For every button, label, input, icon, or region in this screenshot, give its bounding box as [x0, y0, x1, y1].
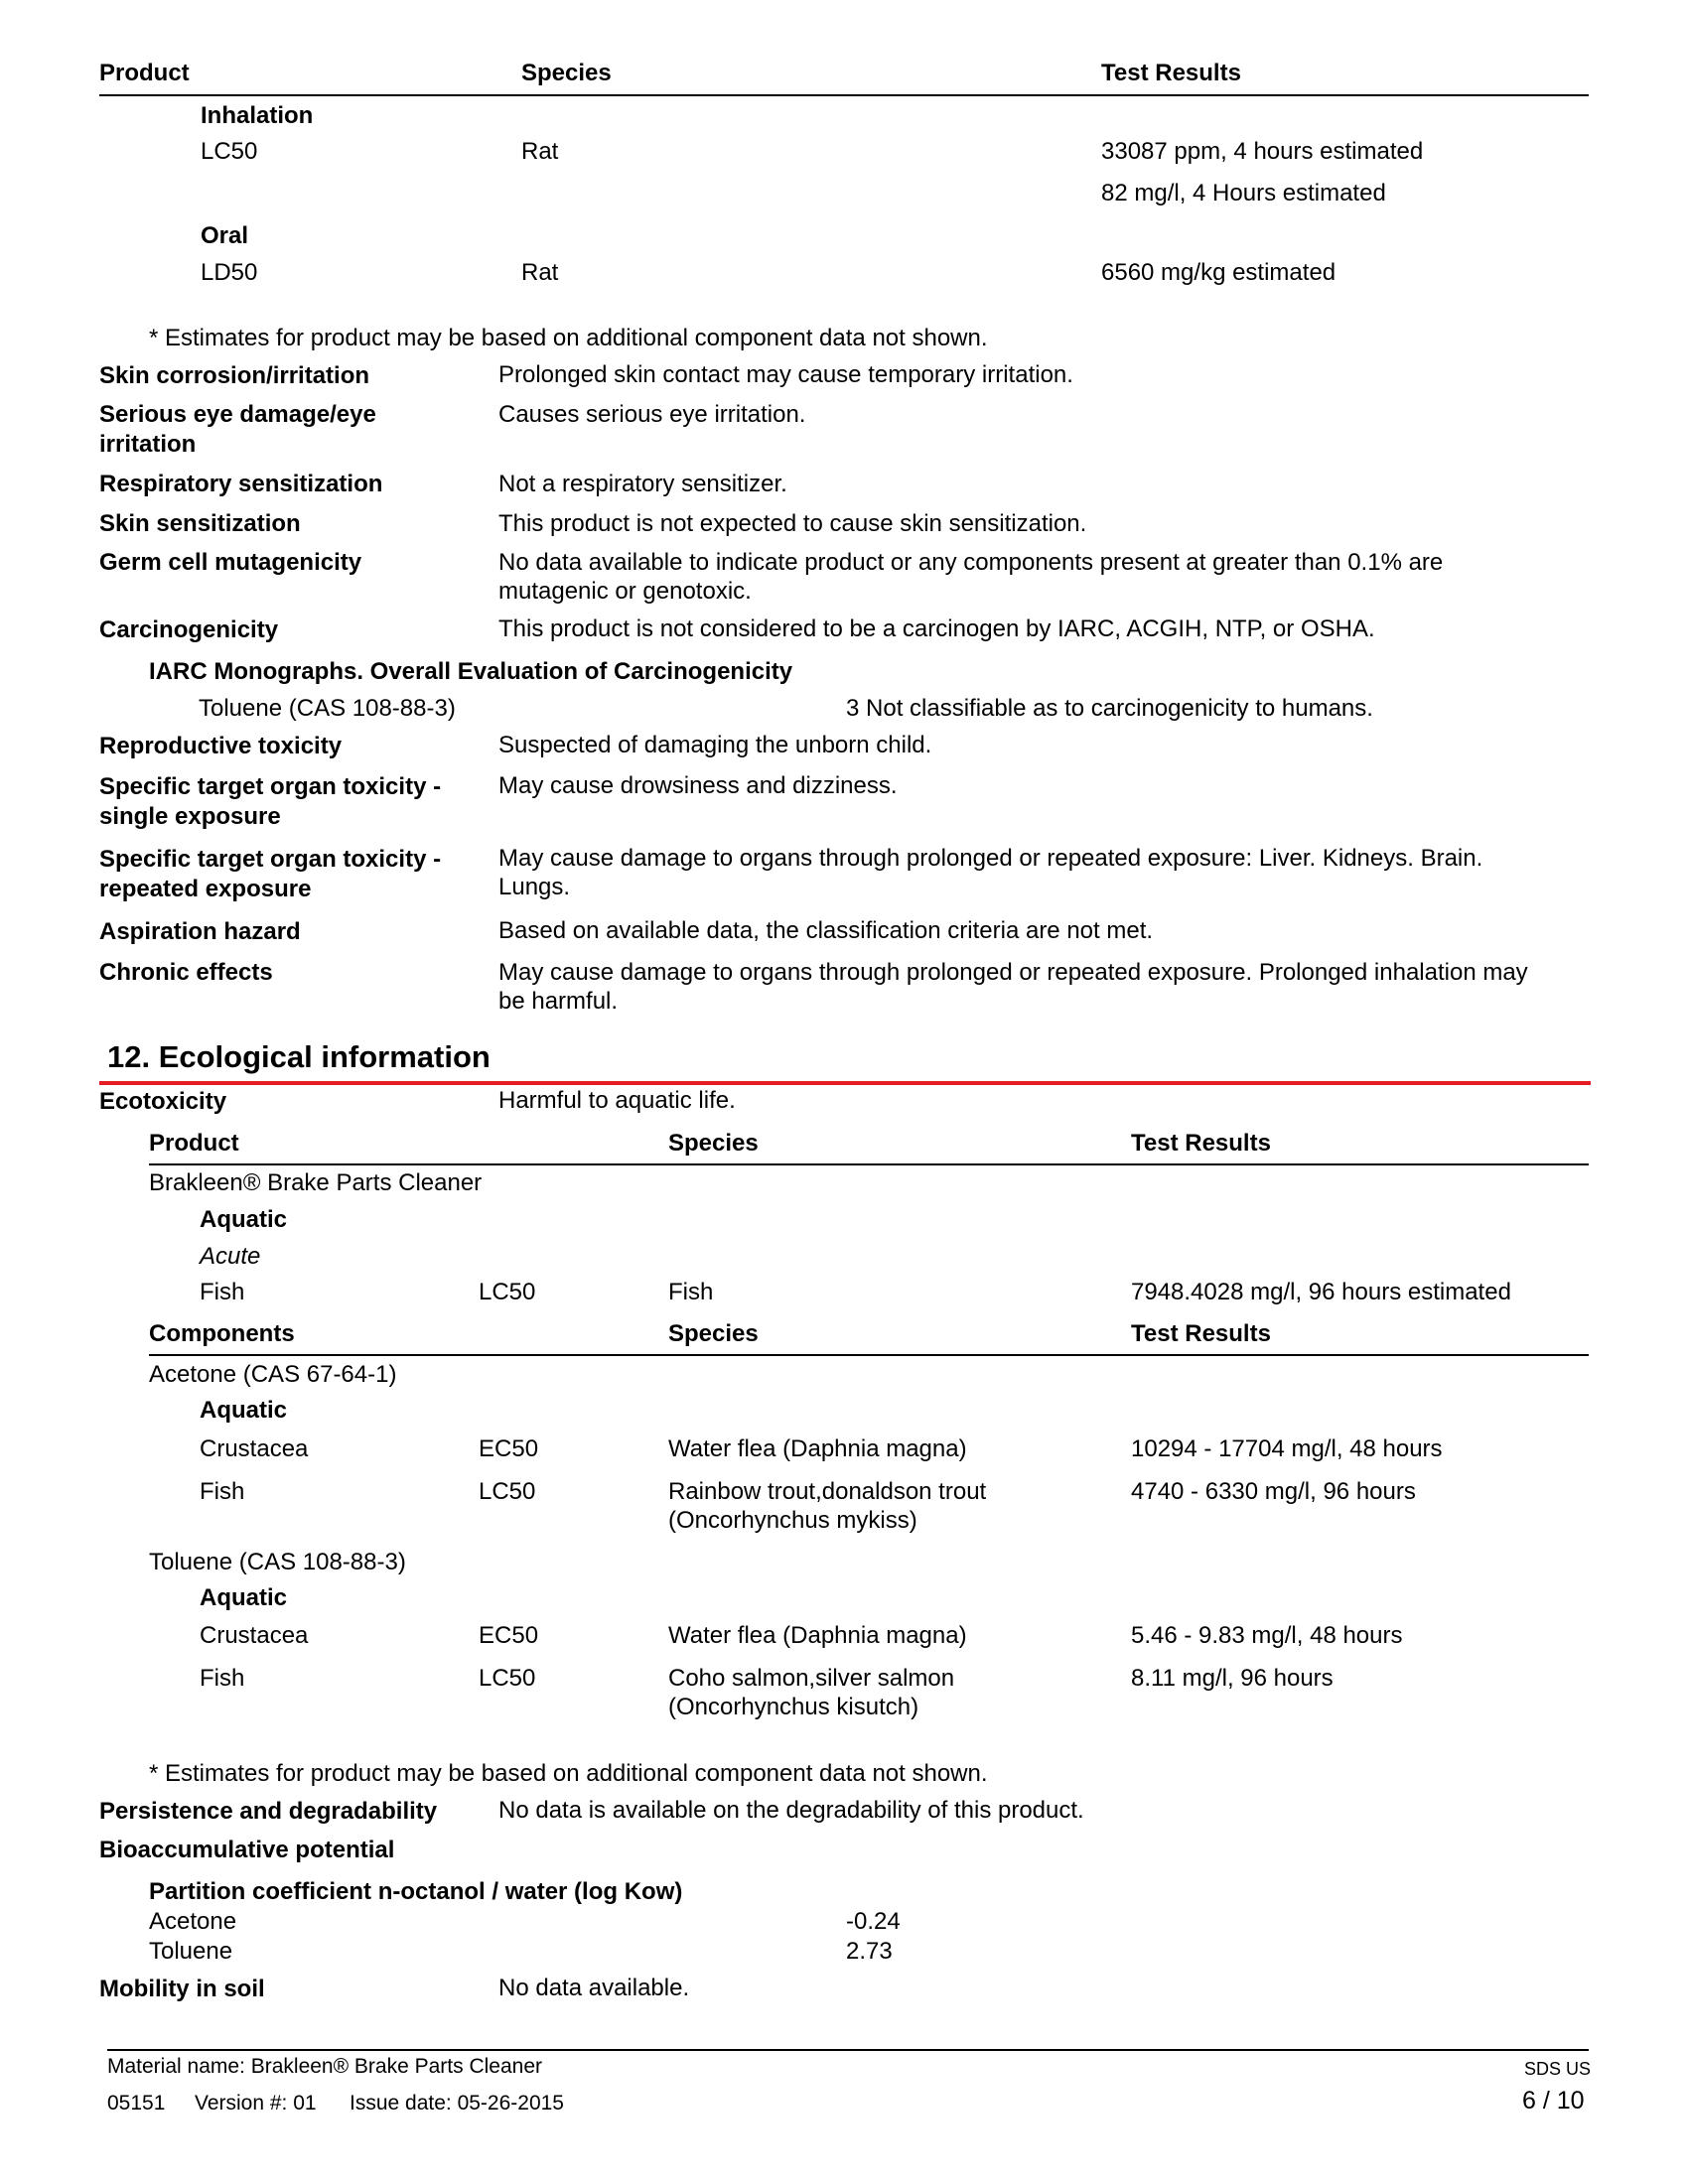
- tox-result-lc50-2: 82 mg/l, 4 Hours estimated: [1101, 180, 1386, 206]
- acetone-row-result: 10294 - 17704 mg/l, 48 hours: [1131, 1435, 1443, 1462]
- partition-toluene-label: Toluene: [149, 1938, 233, 1965]
- toluene-row-species: Coho salmon,silver salmon: [668, 1665, 955, 1692]
- acetone-row-species: Water flea (Daphnia magna): [668, 1435, 967, 1462]
- toluene-name: Toluene (CAS 108-88-3): [149, 1549, 406, 1575]
- repro-value: Suspected of damaging the unborn child.: [498, 732, 932, 758]
- toluene-aquatic: Aquatic: [200, 1584, 288, 1611]
- eco-product-test: LC50: [479, 1279, 536, 1305]
- mobility-label: Mobility in soil: [99, 1976, 265, 2002]
- acetone-row-species: Rainbow trout,donaldson trout: [668, 1478, 987, 1505]
- tox-route-oral: Oral: [201, 222, 249, 249]
- footer-rule: [107, 2049, 1589, 2051]
- eco-product-name: Brakleen® Brake Parts Cleaner: [149, 1169, 483, 1196]
- chronic-label: Chronic effects: [99, 959, 273, 986]
- tox-species-rat: Rat: [521, 138, 559, 165]
- carcinogenicity-value: This product is not considered to be a carcinogen by IARC, ACGIH, NTP, or OSHA.: [498, 615, 1375, 642]
- partition-acetone-label: Acetone: [149, 1908, 237, 1935]
- eco-comp-header-species: Species: [668, 1320, 759, 1347]
- aspiration-label: Aspiration hazard: [99, 918, 301, 945]
- tox-header-species: Species: [521, 60, 612, 86]
- acetone-row-species-latin: (Oncorhynchus mykiss): [668, 1507, 917, 1534]
- footer-material-name: Material name: Brakleen® Brake Parts Cleaner: [107, 2055, 542, 2078]
- eco-product-aquatic: Aquatic: [200, 1206, 288, 1233]
- toluene-row-organism: Fish: [200, 1665, 245, 1692]
- eye-damage-value: Causes serious eye irritation.: [498, 401, 806, 428]
- eco-product-acute: Acute: [200, 1243, 261, 1270]
- resp-sens-value: Not a respiratory sensitizer.: [498, 471, 787, 497]
- aspiration-value: Based on available data, the classification criteria are not met.: [498, 917, 1154, 944]
- ecotoxicity-value: Harmful to aquatic life.: [498, 1087, 736, 1114]
- ecotoxicity-label: Ecotoxicity: [99, 1088, 227, 1115]
- toluene-row-species-latin: (Oncorhynchus kisutch): [668, 1694, 919, 1720]
- carcinogenicity-label: Carcinogenicity: [99, 616, 279, 643]
- stot-single-value: May cause drowsiness and dizziness.: [498, 772, 898, 799]
- acetone-name: Acetone (CAS 67-64-1): [149, 1361, 397, 1388]
- persistence-label: Persistence and degradability: [99, 1798, 438, 1825]
- acetone-row-result: 4740 - 6330 mg/l, 96 hours: [1131, 1478, 1416, 1505]
- acetone-row-test: LC50: [479, 1478, 536, 1505]
- chronic-value-2: be harmful.: [498, 988, 619, 1015]
- germ-cell-value-1: No data available to indicate product or any components present at greater than 0.1% are: [498, 549, 1444, 576]
- germ-cell-label: Germ cell mutagenicity: [99, 549, 362, 576]
- resp-sens-label: Respiratory sensitization: [99, 471, 383, 497]
- acetone-aquatic: Aquatic: [200, 1397, 288, 1424]
- partition-acetone-value: -0.24: [846, 1908, 901, 1935]
- section-12-rule: [99, 1081, 1591, 1085]
- toluene-row-test: EC50: [479, 1622, 539, 1649]
- eco-header-test-results: Test Results: [1131, 1130, 1271, 1157]
- footer-page-number: 6 / 10: [1522, 2087, 1585, 2115]
- eco-header-species: Species: [668, 1130, 759, 1157]
- stot-single-label-1: Specific target organ toxicity -: [99, 773, 442, 800]
- toluene-row-organism: Crustacea: [200, 1622, 309, 1649]
- mobility-value: No data available.: [498, 1975, 690, 2001]
- eco-comp-header-test-results: Test Results: [1131, 1320, 1271, 1347]
- acetone-row-organism: Fish: [200, 1478, 245, 1505]
- tox-test-ld50: LD50: [201, 259, 258, 286]
- bioaccumulative-label: Bioaccumulative potential: [99, 1837, 395, 1863]
- footer-issue-date: Issue date: 05-26-2015: [350, 2092, 564, 2115]
- eco-components-header-rule: [149, 1354, 1589, 1356]
- eco-header-product: Product: [149, 1130, 239, 1157]
- acetone-row-test: EC50: [479, 1435, 539, 1462]
- stot-repeated-label-2: repeated exposure: [99, 876, 312, 902]
- stot-single-label-2: single exposure: [99, 803, 281, 830]
- iarc-heading: IARC Monographs. Overall Evaluation of Carcinogenicity: [149, 658, 793, 685]
- eco-product-organism: Fish: [200, 1279, 245, 1305]
- chronic-value-1: May cause damage to organs through prolonged or repeated exposure. Prolonged inhalation may: [498, 959, 1528, 986]
- stot-repeated-value-1: May cause damage to organs through prolonged or repeated exposure: Liver. Kidneys. Brain.: [498, 845, 1483, 872]
- stot-repeated-label-1: Specific target organ toxicity -: [99, 846, 442, 873]
- eco-header-components: Components: [149, 1320, 295, 1347]
- skin-sens-label: Skin sensitization: [99, 510, 301, 537]
- toluene-row-result: 8.11 mg/l, 96 hours: [1131, 1665, 1334, 1692]
- skin-sens-value: This product is not expected to cause skin sensitization.: [498, 510, 1087, 537]
- tox-route-inhalation: Inhalation: [201, 102, 314, 129]
- tox-species-rat-oral: Rat: [521, 259, 559, 286]
- acetone-row-organism: Crustacea: [200, 1435, 309, 1462]
- eye-damage-label-2: irritation: [99, 431, 197, 458]
- partition-heading: Partition coefficient n-octanol / water (log Kow): [149, 1878, 683, 1905]
- tox-result-ld50: 6560 mg/kg estimated: [1101, 259, 1336, 286]
- eco-product-result: 7948.4028 mg/l, 96 hours estimated: [1131, 1279, 1511, 1305]
- germ-cell-value-2: mutagenic or genotoxic.: [498, 578, 752, 605]
- toluene-row-species: Water flea (Daphnia magna): [668, 1622, 967, 1649]
- skin-corrosion-value: Prolonged skin contact may cause temporary irritation.: [498, 361, 1073, 388]
- tox-header-test-results: Test Results: [1101, 60, 1241, 86]
- toluene-row-test: LC50: [479, 1665, 536, 1692]
- tox-estimate-note: * Estimates for product may be based on additional component data not shown.: [149, 325, 988, 351]
- toluene-row-result: 5.46 - 9.83 mg/l, 48 hours: [1131, 1622, 1403, 1649]
- repro-label: Reproductive toxicity: [99, 733, 343, 759]
- skin-corrosion-label: Skin corrosion/irritation: [99, 362, 370, 389]
- iarc-substance: Toluene (CAS 108-88-3): [199, 695, 456, 722]
- tox-header-product: Product: [99, 60, 190, 86]
- tox-header-rule: [99, 94, 1589, 96]
- stot-repeated-value-2: Lungs.: [498, 874, 571, 900]
- eco-estimate-note: * Estimates for product may be based on additional component data not shown.: [149, 1760, 988, 1787]
- eco-product-header-rule: [149, 1163, 1589, 1165]
- partition-toluene-value: 2.73: [846, 1938, 893, 1965]
- footer-doc-code: 05151: [107, 2092, 166, 2115]
- section-12-title: 12. Ecological information: [107, 1039, 491, 1074]
- persistence-value: No data is available on the degradability of this product.: [498, 1797, 1084, 1824]
- footer-doc-type: SDS US: [1524, 2059, 1592, 2079]
- iarc-value: 3 Not classifiable as to carcinogenicity to humans.: [846, 695, 1373, 722]
- eco-product-species: Fish: [668, 1279, 714, 1305]
- tox-test-lc50: LC50: [201, 138, 258, 165]
- footer-version: Version #: 01: [195, 2092, 317, 2115]
- tox-result-lc50-1: 33087 ppm, 4 hours estimated: [1101, 138, 1424, 165]
- eye-damage-label-1: Serious eye damage/eye: [99, 401, 376, 428]
